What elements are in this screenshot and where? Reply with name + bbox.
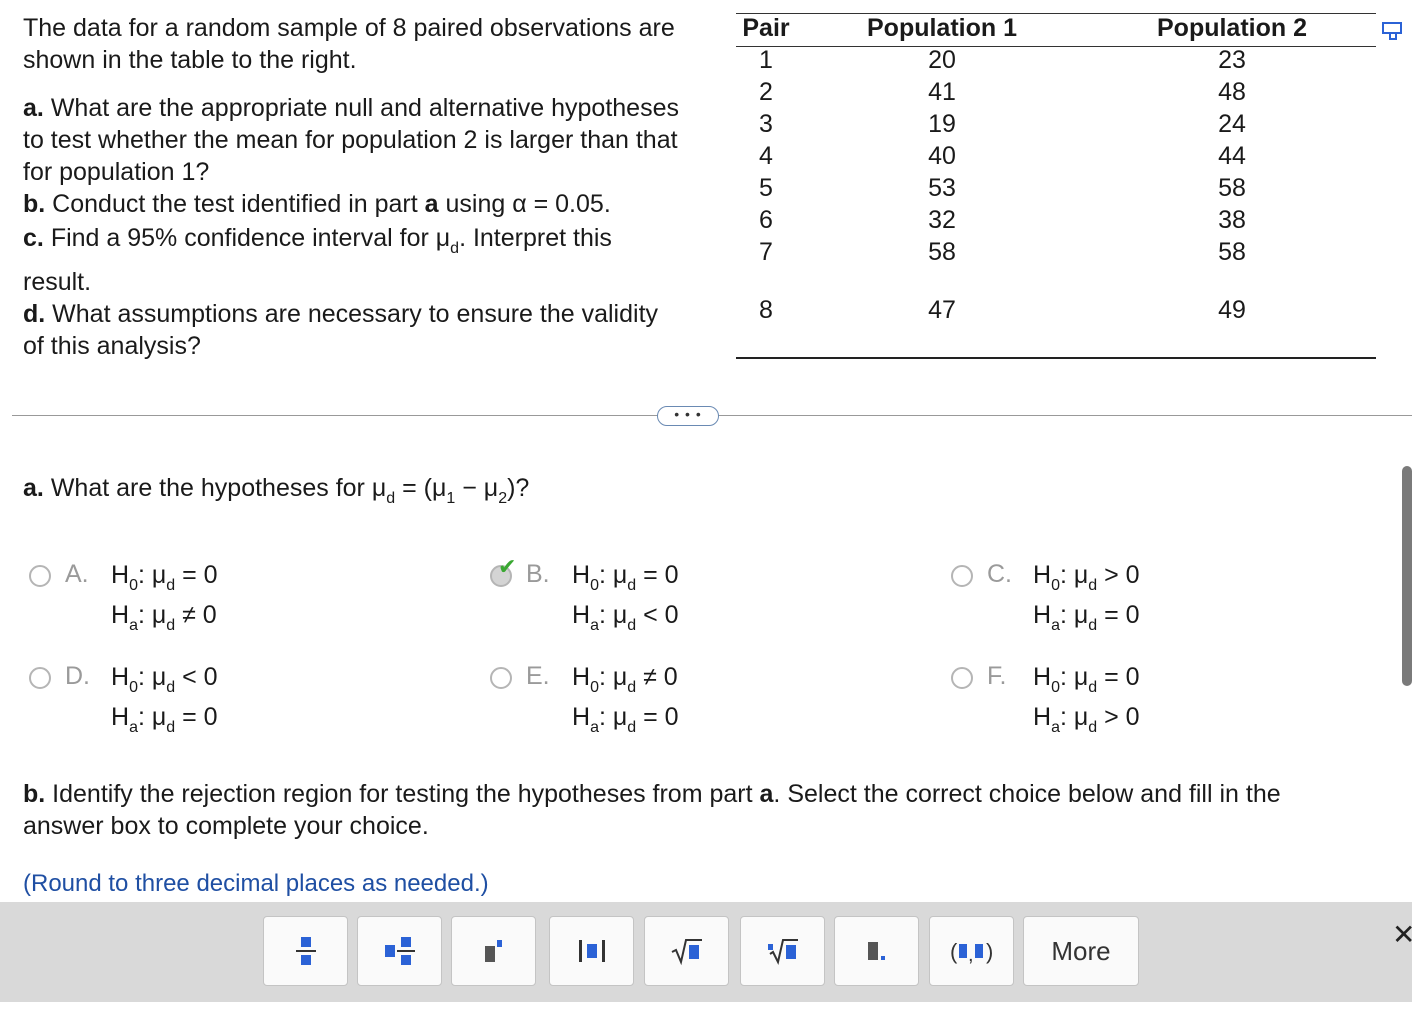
table-cell-p1: 40 [928, 142, 956, 170]
round-note: (Round to three decimal places as needed.) [23, 870, 489, 897]
question-a-label: a. [23, 474, 44, 502]
alternative-hypothesis-value: < 0 [643, 601, 679, 629]
choice-e[interactable] [490, 662, 870, 752]
null-hypothesis-value: > 0 [1104, 561, 1140, 589]
table-cell-p1: 41 [928, 78, 956, 106]
alternative-hypothesis: $H_a$: $\mu_d = 0$ [1033, 601, 1140, 634]
question-a-sub-2: 2 [498, 490, 508, 507]
part-b-question [23, 778, 1281, 842]
intro-line-2: shown in the table to the right. [23, 46, 357, 74]
question-b-label: b. [23, 780, 46, 808]
null-hypothesis-value: = 0 [182, 561, 218, 589]
part-d-label: d. [23, 300, 46, 328]
close-icon[interactable]: ✕ [1392, 919, 1415, 950]
more-button[interactable]: More [1023, 916, 1139, 986]
null-hypothesis-value: ≠ 0 [643, 663, 678, 691]
choice-letter: C. [987, 560, 1012, 588]
part-b-text-post: using α = 0.05. [445, 190, 611, 218]
part-c-text-pre: Find a 95% confidence interval for μ [50, 224, 451, 252]
null-hypothesis: $H_0$: $\mu_d < 0$ [111, 663, 218, 696]
table-cell-p2: 38 [1218, 206, 1246, 234]
part-d-line-1: What assumptions are necessary to ensure the validity [52, 300, 659, 328]
null-hypothesis: $H_0$: $\mu_d = 0$ [111, 561, 218, 594]
mixed-number-icon[interactable] [357, 916, 442, 986]
part-a-line-3: for population 1? [23, 158, 210, 186]
question-a-text-end: )? [507, 474, 530, 502]
expand-button[interactable]: • • • [657, 406, 719, 426]
choice-a[interactable] [29, 560, 409, 650]
alternative-hypothesis: $H_a$: $\mu_d < 0$ [572, 601, 679, 634]
null-hypothesis-value: = 0 [643, 561, 679, 589]
part-c-label: c. [23, 224, 44, 252]
null-hypothesis-value: < 0 [182, 663, 218, 691]
table-cell-pair: 6 [759, 206, 773, 234]
part-b-label: b. [23, 190, 46, 218]
problem-intro [23, 12, 675, 76]
alternative-hypothesis-value: = 0 [643, 703, 679, 731]
question-a-sub-d: d [386, 490, 396, 507]
table-cell-p1: 47 [928, 296, 956, 324]
table-cell-pair: 2 [759, 78, 773, 106]
checkmark-icon: ✔ [498, 554, 517, 579]
part-c-line-2: result. [23, 268, 92, 296]
question-b-line-2: answer box to complete your choice. [23, 812, 429, 840]
table-cell-p2: 23 [1218, 46, 1246, 74]
table-cell-pair: 5 [759, 174, 773, 202]
part-d-line-2: of this analysis? [23, 332, 201, 360]
alternative-hypothesis-value: > 0 [1104, 703, 1140, 731]
fraction-icon[interactable] [263, 916, 348, 986]
null-hypothesis: $H_0$: $\mu_d > 0$ [1033, 561, 1140, 594]
choice-letter: E. [526, 662, 550, 690]
null-hypothesis: $H_0$: $\mu_d \ne 0$ [572, 663, 678, 696]
svg-text:): ) [985, 939, 993, 964]
alternative-hypothesis: $H_a$: $\mu_d = 0$ [111, 703, 218, 736]
radio-button[interactable] [29, 667, 51, 689]
table-cell-p2: 48 [1218, 78, 1246, 106]
alternative-hypothesis: $H_a$: $\mu_d > 0$ [1033, 703, 1140, 736]
interval-icon[interactable] [929, 916, 1014, 986]
table-bottom-rule [736, 357, 1376, 359]
alternative-hypothesis-value: ≠ 0 [182, 601, 217, 629]
intro-line-1: The data for a random sample of 8 paired observations are [23, 14, 675, 42]
table-cell-pair: 7 [759, 238, 773, 266]
nth-root-icon[interactable] [740, 916, 825, 986]
question-a-text: What are the hypotheses for μ [50, 474, 387, 502]
part-a-line-2: to test whether the mean for population 2 is larger than that [23, 126, 678, 154]
table-cell-pair: 4 [759, 142, 773, 170]
question-b-text-pre: Identify the rejection region for testing the hypotheses from part [52, 780, 753, 808]
decimal-icon[interactable] [834, 916, 919, 986]
svg-text:,: , [967, 944, 974, 966]
part-c-sub: d [450, 240, 460, 257]
choice-letter: F. [987, 662, 1007, 690]
table-header-pair: Pair [742, 14, 790, 42]
radio-button[interactable] [29, 565, 51, 587]
table-cell-p1: 19 [928, 110, 956, 138]
radio-button[interactable] [951, 667, 973, 689]
table-cell-p1: 53 [928, 174, 956, 202]
table-cell-pair: 3 [759, 110, 773, 138]
table-header-population-2: Population 2 [1157, 14, 1307, 42]
part-b-bold: a [424, 190, 439, 218]
table-cell-p2: 58 [1218, 238, 1246, 266]
choice-d[interactable] [29, 662, 409, 752]
question-b-bold: a [759, 780, 774, 808]
table-cell-p2: 58 [1218, 174, 1246, 202]
table-cell-p2: 49 [1218, 296, 1246, 324]
table-cell-p2: 44 [1218, 142, 1246, 170]
table-cell-p1: 32 [928, 206, 956, 234]
absolute-value-icon[interactable] [549, 916, 634, 986]
question-a-text-mid: = (μ [395, 474, 447, 502]
choice-f[interactable] [951, 662, 1331, 752]
null-hypothesis: $H_0$: $\mu_d = 0$ [572, 561, 679, 594]
table-header-population-1: Population 1 [867, 14, 1017, 42]
svg-text:(: ( [949, 939, 957, 964]
exponent-icon[interactable] [451, 916, 536, 986]
part-b-text-pre: Conduct the test identified in part [52, 190, 418, 218]
part-a-question [23, 472, 529, 508]
question-b-text-post: . Select the correct choice below and fill in the [773, 780, 1281, 808]
math-toolbar [0, 902, 1415, 1002]
problem-part-a [23, 92, 679, 362]
alternative-hypothesis-value: = 0 [182, 703, 218, 731]
table-cell-pair: 8 [759, 296, 773, 324]
table-cell-pair: 1 [759, 46, 773, 74]
radio-button[interactable] [951, 565, 973, 587]
table-cell-p2: 24 [1218, 110, 1246, 138]
square-root-icon[interactable] [644, 916, 729, 986]
null-hypothesis: $H_0$: $\mu_d = 0$ [1033, 663, 1140, 696]
scrollbar[interactable] [1402, 466, 1412, 686]
choice-c[interactable] [951, 560, 1331, 650]
part-a-line-1: What are the appropriate null and alternative hypotheses [50, 94, 679, 122]
null-hypothesis-value: = 0 [1104, 663, 1140, 691]
radio-button[interactable] [490, 667, 512, 689]
choice-letter: B. [526, 560, 550, 588]
part-a-label: a. [23, 94, 44, 122]
alternative-hypothesis: $H_a$: $\mu_d = 0$ [572, 703, 679, 736]
choice-b[interactable] [490, 554, 870, 650]
table-cell-p1: 58 [928, 238, 956, 266]
question-a-sub-1: 1 [446, 490, 456, 507]
question-a-text-minus: − μ [455, 474, 499, 502]
alternative-hypothesis-value: = 0 [1104, 601, 1140, 629]
copy-icon[interactable] [1382, 20, 1404, 42]
alternative-hypothesis: $H_a$: $\mu_d \ne 0$ [111, 601, 217, 634]
choice-letter: A. [65, 560, 89, 588]
part-c-text-post: . Interpret this [459, 224, 612, 252]
choice-letter: D. [65, 662, 90, 690]
table-cell-p1: 20 [928, 46, 956, 74]
